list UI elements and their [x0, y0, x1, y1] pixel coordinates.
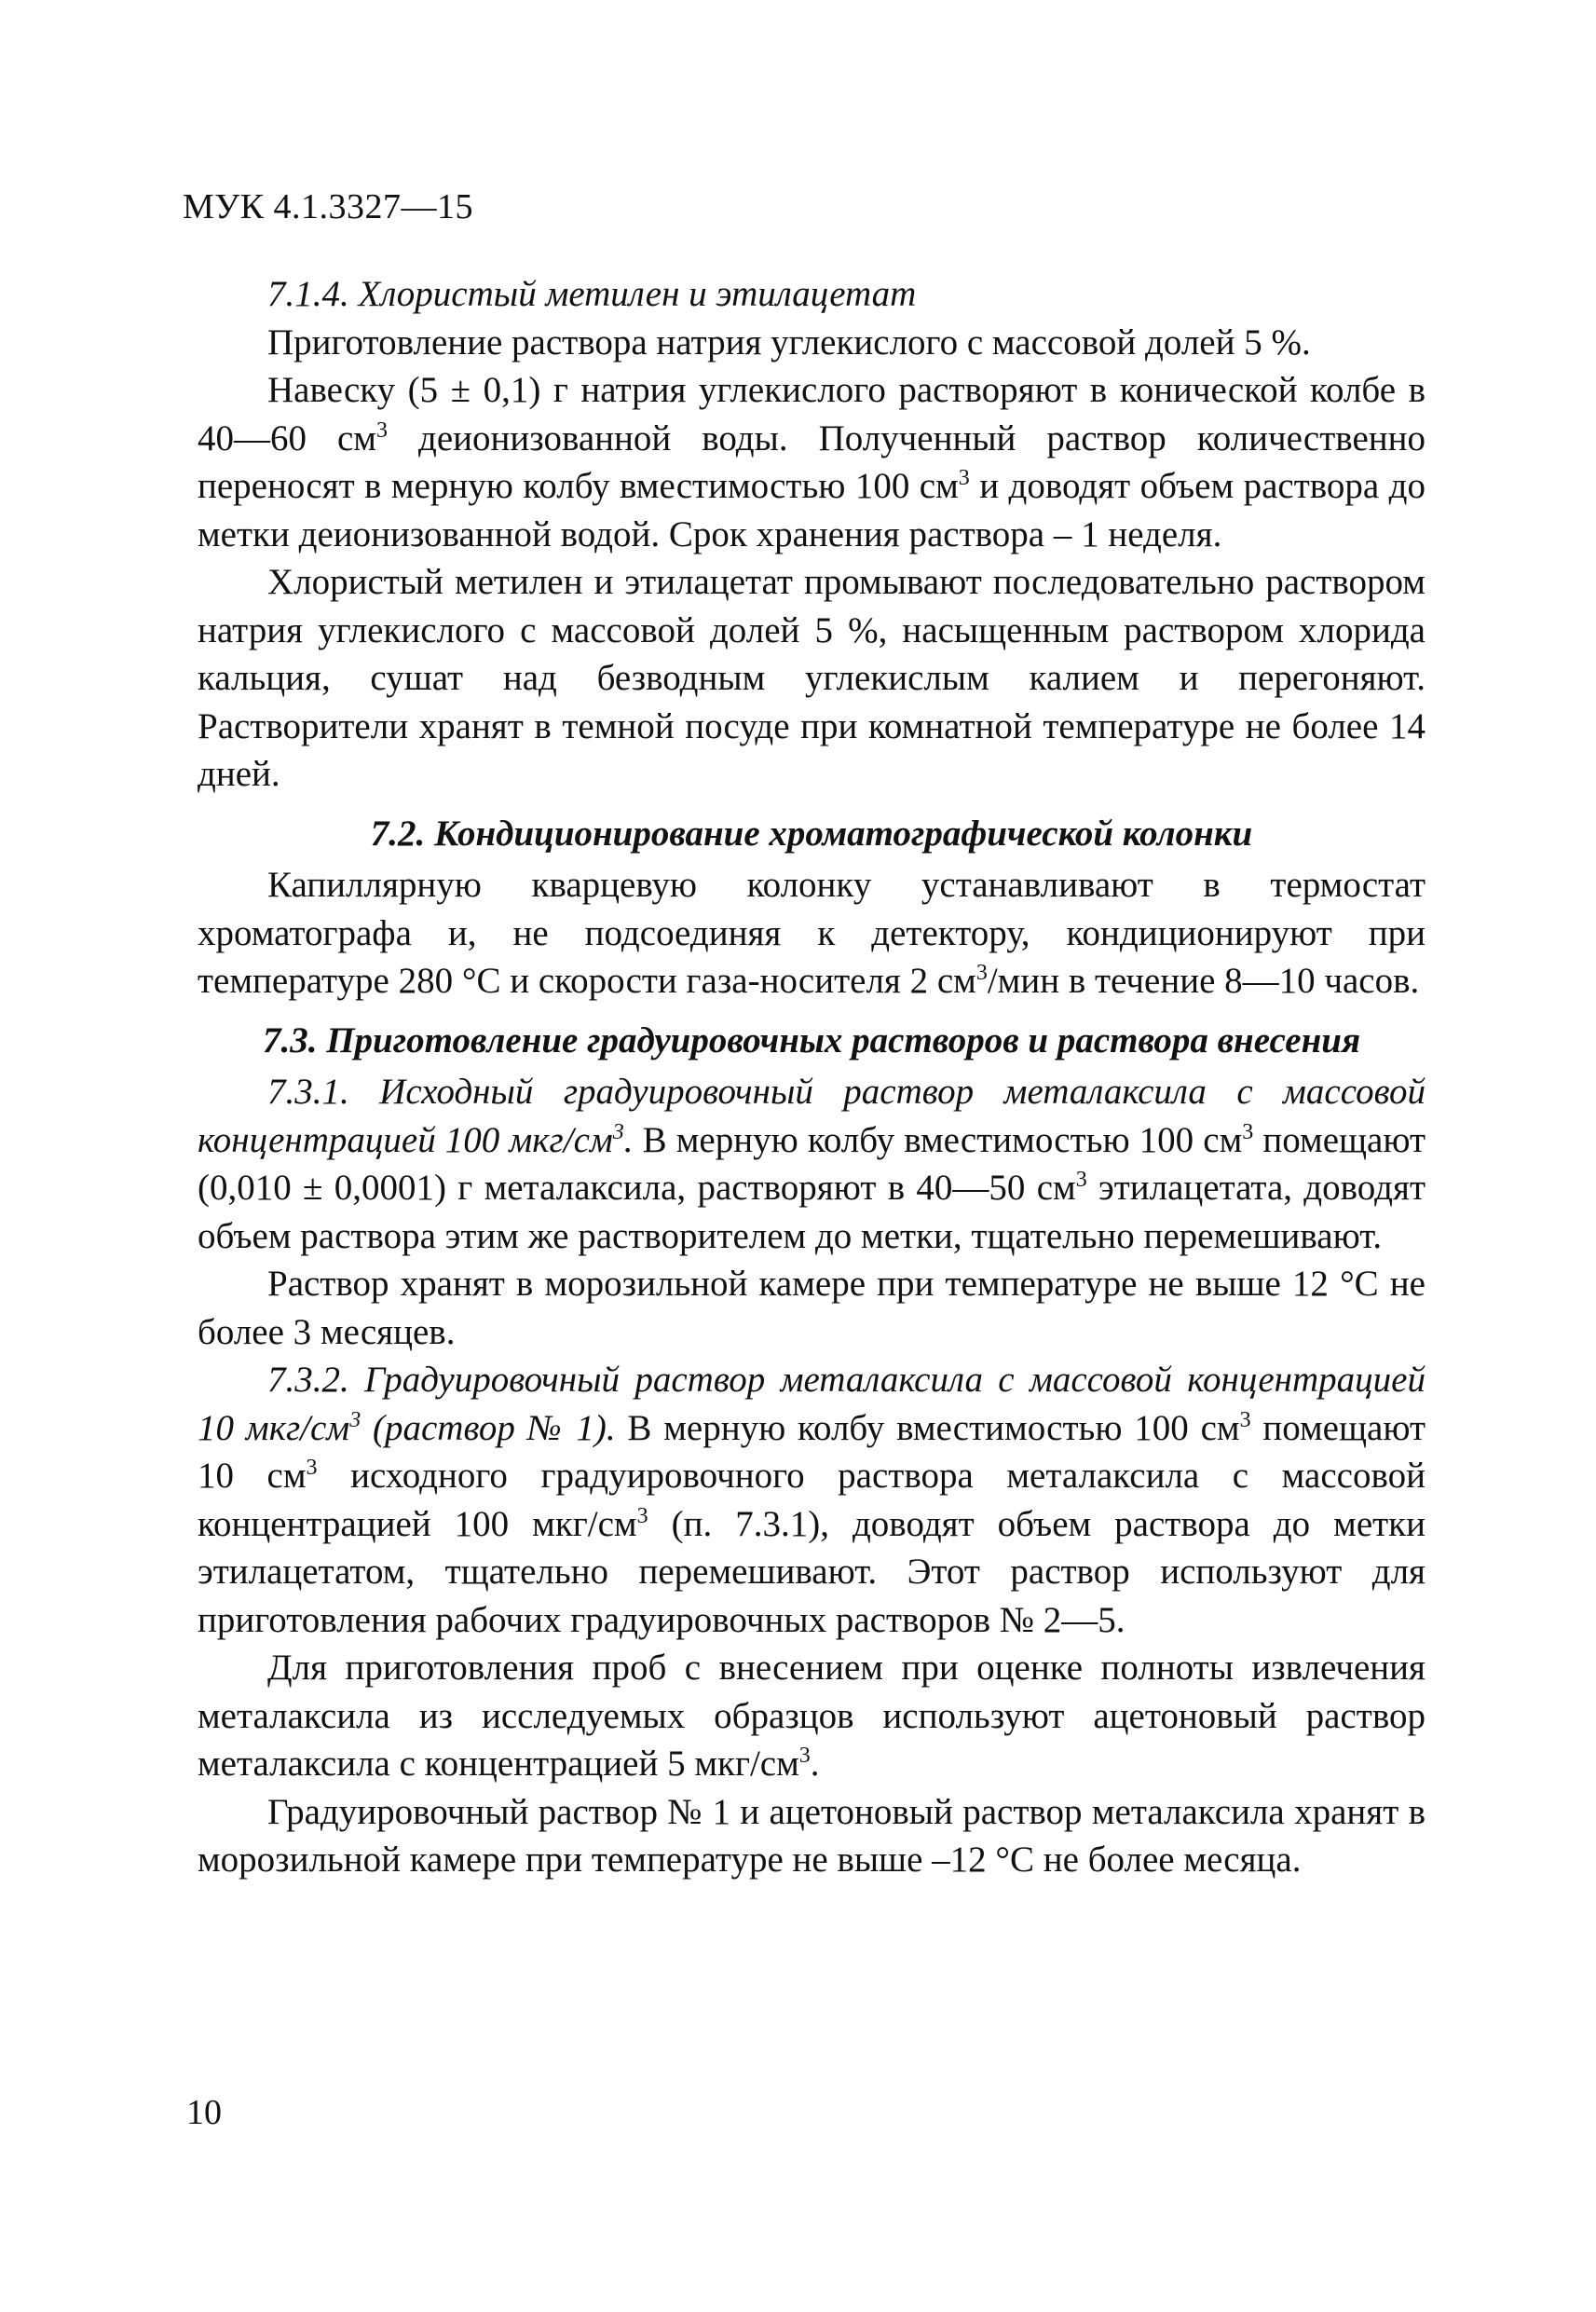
- paragraph-sodium-carbonate-weighing: [198, 366, 1425, 558]
- text-fragment: /мин в течение 8—10 часов.: [987, 961, 1420, 1001]
- paragraph-solutions-storage: Градуировочный раствор № 1 и ацетоновый раствор металаксила хранят в морозильной камере при температуре не выше –12 °С не более месяца.: [198, 1791, 1425, 1880]
- text-fragment: .: [623, 1119, 634, 1160]
- text-fragment: Для приготовления проб с внесением при оценке полноты извлечения металаксила из исследуемых образцов используют ацетоновый раствор металаксила с концентрацией 5 мкг/см: [198, 1648, 1425, 1784]
- text-fragment: В мерную колбу вместимостью 100 см: [615, 1407, 1240, 1448]
- superscript: 3: [349, 1407, 361, 1432]
- paragraph-solvent-purification: Хлористый метилен и этилацетат промывают последовательно раствором натрия углекислого с массовой долей 5 %, насыщенным раствором хлорида кальция, сушат над безводным углекислым калием и перегоняют. Растворители хранят в темной посуде при комнатной температуре не более 14 дней.: [198, 562, 1425, 794]
- paragraph-column-conditioning: [198, 861, 1425, 1006]
- text-fragment: 7.3.1. Исходный градуировочный раствор металаксила с массовой концентрацией 100 мкг/см: [198, 1072, 1425, 1160]
- superscript: 3: [1075, 1168, 1087, 1192]
- superscript: 3: [798, 1744, 811, 1768]
- text-fragment: исходного градуировочного раствора металаксила с массовой концентрацией 100 мкг/см: [198, 1456, 1425, 1544]
- superscript: 3: [1242, 1119, 1254, 1144]
- section-title-7-3: 7.3. Приготовление градуировочных растворов и раствора внесения: [262, 1019, 1361, 1060]
- text-fragment: 7.3.2. Градуировочный раствор металаксила с массовой концентрацией 10 мкг/см: [198, 1360, 1425, 1448]
- text-fragment: деионизованной воды. Полученный раствор количественно переносят в мерную колбу вместимостью 100 см: [198, 417, 1425, 506]
- text-fragment: Капиллярную кварцевую колонку устанавливают в термостат хроматографа и, не подсоединяя к детектору, кондиционируют при температуре 280 °С и скорости газа-носителя 2 см: [198, 865, 1425, 1001]
- document-body: [198, 270, 1425, 1884]
- section-title-7-2: 7.2. Кондиционирование хроматографической колонки: [370, 813, 1253, 854]
- text-fragment: .: [810, 1744, 820, 1784]
- text-fragment: и доводят объем раствора до метки деионизованной водой. Срок хранения раствора – 1 неделя.: [198, 466, 1425, 554]
- paragraph-7-3-1-stock-solution: [198, 1068, 1425, 1260]
- superscript: 3: [958, 466, 970, 490]
- text-fragment: (п. 7.3.1), доводят объем раствора до метки этилацетатом, тщательно перемешивают. Этот раствор используют для приготовления рабочих градуировочных растворов № 2—5.: [198, 1503, 1426, 1640]
- text-fragment: Навеску (5 ± 0,1) г натрия углекислого растворяют в конической колбе в 40—60 см: [198, 370, 1425, 458]
- text-fragment: этилацетата, доводят объем раствора этим же растворителем до метки, тщательно перемешивают.: [198, 1168, 1425, 1256]
- page-number: 10: [186, 2093, 222, 2132]
- superscript: 3: [306, 1456, 318, 1480]
- paragraph-stock-solution-storage: Раствор хранят в морозильной камере при температуре не выше 12 °С не более 3 месяцев.: [198, 1264, 1425, 1352]
- text-fragment: помещают 10 см: [198, 1407, 1425, 1496]
- superscript: 3: [636, 1503, 648, 1528]
- text-fragment: В мерную колбу вместимостью 100 см: [633, 1119, 1243, 1160]
- subsection-title-7-1-4: 7.1.4. Хлористый метилен и этилацетат: [267, 274, 917, 314]
- superscript: 3: [376, 417, 388, 443]
- document-code-header: МУК 4.1.3327—15: [183, 187, 474, 226]
- paragraph-recovery-samples: [198, 1644, 1425, 1788]
- paragraph-7-3-2-calibration-solution: [198, 1356, 1425, 1644]
- superscript: 3: [1239, 1407, 1251, 1432]
- text-fragment: (раствор № 1).: [361, 1407, 616, 1448]
- superscript: 3: [975, 961, 988, 985]
- superscript: 3: [612, 1119, 624, 1144]
- text-fragment: помещают (0,010 ± 0,0001) г металаксила, растворяют в 40—50 см: [198, 1119, 1426, 1208]
- paragraph-sodium-carbonate-prep: Приготовление раствора натрия углекислого с массовой долей 5 %.: [267, 321, 1311, 363]
